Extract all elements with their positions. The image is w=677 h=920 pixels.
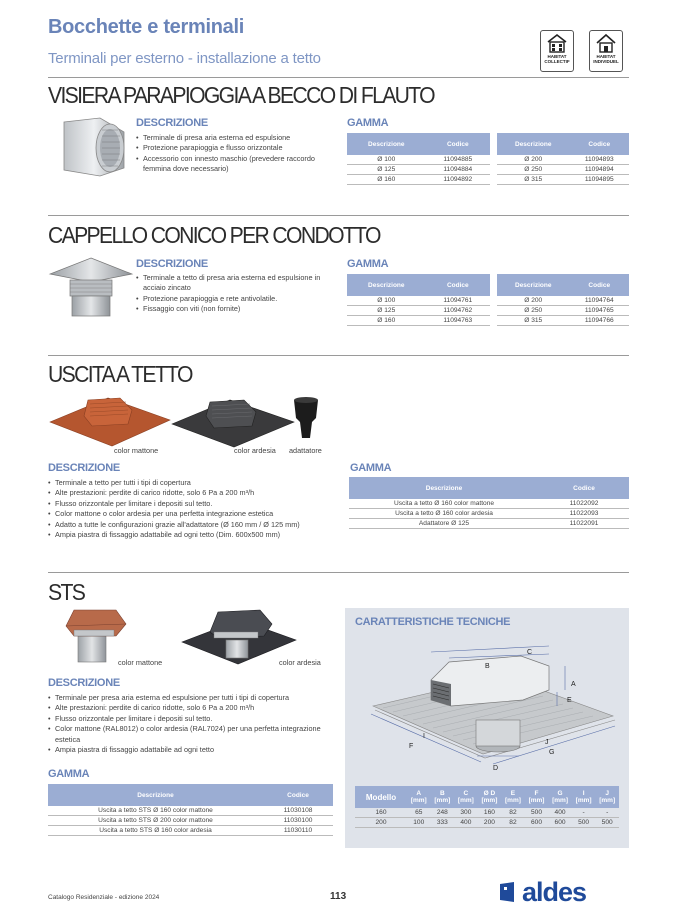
- table-cell: 160: [355, 808, 407, 818]
- diagram-letter: G: [549, 749, 555, 756]
- description-item: • Alte prestazioni: perdite di carico ridotte, solo 6 Pa a 200 m³/h: [48, 703, 333, 713]
- divider: [48, 572, 629, 573]
- table-cell: 11030110: [263, 826, 333, 836]
- description-list: [136, 133, 328, 175]
- description-item: • Alte prestazioni: perdite di carico ridotte, solo 6 Pa a 200 m³/h: [48, 488, 338, 498]
- diagram-letter: J: [545, 739, 549, 746]
- table-header: [548, 786, 572, 808]
- header-unit: [mm]: [481, 797, 498, 804]
- table-cell: Ø 250: [497, 165, 570, 175]
- description-item: • Flusso orizzontale per limitare i depositi sul tetto.: [48, 499, 338, 509]
- sts-dimension-diagram: [353, 636, 623, 786]
- description-list: [48, 478, 338, 540]
- diagram-letter: C: [527, 649, 533, 656]
- diagram-letter: F: [409, 743, 414, 750]
- description-item: • Terminale a tetto di presa aria esterna ed espulsione in acciaio zincato: [136, 273, 328, 294]
- table-header: Codice: [426, 274, 490, 296]
- table-header: Descrizione: [497, 274, 570, 296]
- table-header: Descrizione: [349, 477, 539, 499]
- table-cell: Uscita a tetto STS Ø 160 color ardesia: [48, 826, 263, 836]
- icon-label: HABITAT: [596, 54, 616, 59]
- header-unit: [mm]: [552, 797, 568, 804]
- table-row: [497, 306, 629, 316]
- diagram-letter: E: [567, 697, 572, 704]
- table-cell: Ø 250: [497, 306, 570, 316]
- table-header: Codice: [263, 784, 333, 806]
- table-header: Descrizione: [497, 133, 570, 155]
- gamma-table: [349, 477, 629, 529]
- diagram-letter: B: [485, 663, 490, 670]
- table-cell: 11094894: [570, 165, 629, 175]
- icon-label: COLLECTIF: [544, 59, 570, 64]
- table-cell: 200: [478, 818, 502, 828]
- table-header: [407, 786, 431, 808]
- table-row: [48, 816, 333, 826]
- table-cell: 333: [431, 818, 455, 828]
- table-row: [48, 806, 333, 816]
- aldes-logo-text: aldes: [522, 876, 587, 907]
- caption: color mattone: [114, 446, 159, 455]
- table-cell: 500: [525, 808, 549, 818]
- header-unit: [mm]: [410, 797, 427, 804]
- descrizione-label: DESCRIZIONE: [136, 117, 208, 129]
- table-row: [347, 296, 490, 306]
- table-header: [454, 786, 478, 808]
- diagram-letter: D: [493, 765, 499, 772]
- table-cell: Uscita a tetto Ø 160 color ardesia: [349, 509, 539, 519]
- section-title-uscita: USCITA A TETTO: [48, 361, 192, 387]
- description-item: • Protezione parapioggia e rete antivolatile.: [136, 294, 328, 304]
- table-cell: 11030100: [263, 816, 333, 826]
- description-item: • Terminale a tetto per tutti i tipi di copertura: [48, 478, 338, 488]
- table-cell: Uscita a tetto Ø 160 color mattone: [349, 499, 539, 509]
- header-letter: G: [557, 790, 563, 797]
- table-header: Descrizione: [347, 274, 426, 296]
- header-unit: [mm]: [599, 797, 616, 804]
- header-letter: A: [416, 790, 422, 797]
- table-row: [347, 306, 490, 316]
- table-header: Modello: [355, 786, 407, 808]
- table-cell: 160: [478, 808, 502, 818]
- divider: [48, 215, 629, 216]
- gamma-label: GAMMA: [350, 462, 392, 474]
- description-item: • Terminale per presa aria esterna ed espulsione per tutti i tipi di copertura: [48, 693, 333, 703]
- divider: [48, 77, 629, 78]
- table-header: [478, 786, 502, 808]
- description-item: • Adatto a tutte le configurazioni grazie all'adattatore (Ø 160 mm / Ø 125 mm): [48, 520, 338, 530]
- table-row: [497, 165, 629, 175]
- aldes-logo: [500, 878, 586, 906]
- table-header: [595, 786, 619, 808]
- table-header: [501, 786, 525, 808]
- table-header: [572, 786, 596, 808]
- gamma-table-left: [347, 133, 490, 185]
- table-cell: 11094763: [426, 316, 490, 326]
- table-cell: 100: [407, 818, 431, 828]
- section-title-sts: STS: [48, 579, 85, 605]
- page-number: 113: [330, 891, 347, 902]
- table-cell: 400: [548, 808, 572, 818]
- table-cell: Ø 200: [497, 155, 570, 165]
- description-item: • Flusso orizzontale per limitare i depositi sul tetto.: [48, 714, 333, 724]
- house-collective-icon: [540, 30, 574, 72]
- gamma-table-right: [497, 274, 629, 326]
- table-cell: 600: [525, 818, 549, 828]
- icon-label: INDIVIDUEL: [593, 59, 619, 64]
- table-cell: 11022093: [539, 509, 629, 519]
- table-header: Descrizione: [48, 784, 263, 806]
- icon-label: HABITAT: [547, 54, 567, 59]
- table-header: Codice: [570, 274, 629, 296]
- description-item: • Color mattone o color ardesia per una perfetta integrazione estetica: [48, 509, 338, 519]
- gamma-label: GAMMA: [347, 117, 389, 129]
- diagram-letter: I: [423, 733, 425, 740]
- table-row: [355, 818, 619, 828]
- table-cell: Adattatore Ø 125: [349, 519, 539, 529]
- header-unit: [mm]: [575, 797, 592, 804]
- table-header: Codice: [426, 133, 490, 155]
- table-cell: 500: [572, 818, 596, 828]
- table-row: [497, 316, 629, 326]
- table-header: [431, 786, 455, 808]
- table-cell: 82: [501, 818, 525, 828]
- table-cell: Ø 200: [497, 296, 570, 306]
- header-letter: J: [605, 790, 609, 797]
- table-cell: 82: [501, 808, 525, 818]
- tech-label: CARATTERISTICHE TECNICHE: [355, 616, 511, 628]
- table-cell: 11094892: [426, 175, 490, 185]
- section-title-cappello: CAPPELLO CONICO PER CONDOTTO: [48, 222, 380, 248]
- table-cell: 248: [431, 808, 455, 818]
- table-cell: 11022092: [539, 499, 629, 509]
- table-cell: 11094765: [570, 306, 629, 316]
- section-title-visiera: VISIERA PARAPIOGGIA A BECCO DI FLAUTO: [48, 82, 434, 108]
- description-item: • Ampia piastra di fissaggio adattabile ad ogni tetto: [48, 745, 333, 755]
- product-image-cappello: [48, 256, 134, 318]
- table-row: [347, 175, 490, 185]
- table-row: [355, 808, 619, 818]
- table-row: [349, 509, 629, 519]
- description-list: [136, 273, 328, 315]
- table-cell: 11094762: [426, 306, 490, 316]
- header-unit: [mm]: [434, 797, 451, 804]
- table-cell: Uscita a tetto STS Ø 160 color mattone: [48, 806, 263, 816]
- caption: color ardesia: [234, 446, 276, 455]
- table-cell: Ø 100: [347, 296, 426, 306]
- page-subtitle: Terminali per esterno - installazione a tetto: [48, 50, 321, 67]
- gamma-label: GAMMA: [48, 768, 90, 780]
- table-cell: 65: [407, 808, 431, 818]
- table-header: Codice: [570, 133, 629, 155]
- table-cell: -: [572, 808, 596, 818]
- table-cell: Uscita a tetto STS Ø 200 color mattone: [48, 816, 263, 826]
- table-row: [349, 519, 629, 529]
- table-header: Descrizione: [347, 133, 426, 155]
- table-cell: Ø 160: [347, 175, 426, 185]
- table-cell: 300: [454, 808, 478, 818]
- aldes-logo-icon: [500, 882, 518, 902]
- table-cell: 11094893: [570, 155, 629, 165]
- caption: adattatore: [289, 446, 322, 455]
- page-title: Bocchette e terminali: [48, 16, 244, 38]
- header-letter: I: [582, 790, 585, 797]
- table-cell: 11094761: [426, 296, 490, 306]
- diagram-letter: A: [571, 681, 576, 688]
- table-row: [347, 165, 490, 175]
- tech-panel: [345, 608, 629, 848]
- header-letter: F: [534, 790, 539, 797]
- table-cell: 11022091: [539, 519, 629, 529]
- table-row: [347, 316, 490, 326]
- table-row: [347, 155, 490, 165]
- gamma-table-right: [497, 133, 629, 185]
- header-unit: [mm]: [457, 797, 474, 804]
- tech-table: [355, 786, 619, 828]
- table-cell: 11094884: [426, 165, 490, 175]
- caption: color mattone: [118, 658, 163, 667]
- table-cell: 11094766: [570, 316, 629, 326]
- descrizione-label: DESCRIZIONE: [136, 258, 208, 270]
- description-item: • Ampia piastra di fissaggio adattabile ad ogni tetto (Dim. 600x500 mm): [48, 530, 338, 540]
- header-letter: B: [439, 790, 445, 797]
- divider: [48, 355, 629, 356]
- table-cell: 11094885: [426, 155, 490, 165]
- table-cell: Ø 100: [347, 155, 426, 165]
- product-images-uscita: [48, 392, 338, 448]
- table-cell: Ø 125: [347, 165, 426, 175]
- table-row: [48, 826, 333, 836]
- table-cell: 11030108: [263, 806, 333, 816]
- header-letter: Ø D: [483, 790, 496, 797]
- table-cell: -: [595, 808, 619, 818]
- table-cell: 200: [355, 818, 407, 828]
- header-unit: [mm]: [528, 797, 545, 804]
- header-letter: C: [463, 790, 469, 797]
- descrizione-label: DESCRIZIONE: [48, 677, 120, 689]
- table-cell: Ø 315: [497, 316, 570, 326]
- table-row: [349, 499, 629, 509]
- description-item: • Fissaggio con viti (non fornite): [136, 304, 328, 314]
- table-cell: Ø 315: [497, 175, 570, 185]
- table-header: Codice: [539, 477, 629, 499]
- gamma-table: [48, 784, 333, 836]
- description-list: [48, 693, 333, 755]
- table-cell: 11094895: [570, 175, 629, 185]
- table-cell: 400: [454, 818, 478, 828]
- table-cell: 600: [548, 818, 572, 828]
- description-item: • Terminale di presa aria esterna ed espulsione: [136, 133, 328, 143]
- description-item: • Protezione parapioggia e flusso orizzontale: [136, 143, 328, 153]
- table-cell: Ø 125: [347, 306, 426, 316]
- footer-catalog: Catalogo Residenziale - edizione 2024: [48, 894, 160, 901]
- table-cell: 11094764: [570, 296, 629, 306]
- table-row: [497, 155, 629, 165]
- table-row: [497, 175, 629, 185]
- descrizione-label: DESCRIZIONE: [48, 462, 120, 474]
- gamma-label: GAMMA: [347, 258, 389, 270]
- header-unit: [mm]: [505, 797, 521, 804]
- table-cell: Ø 160: [347, 316, 426, 326]
- header-letter: E: [510, 790, 516, 797]
- caption: color ardesia: [279, 658, 321, 667]
- table-cell: 500: [595, 818, 619, 828]
- product-image-visiera: [50, 112, 130, 180]
- table-header: [525, 786, 549, 808]
- house-individual-icon: [589, 30, 623, 72]
- description-item: • Accessorio con innesto maschio (prevedere raccordo femmina dove necessario): [136, 154, 328, 175]
- table-row: [497, 296, 629, 306]
- description-item: • Color mattone (RAL8012) o color ardesia (RAL7024) per una perfetta integrazione estetica: [48, 724, 333, 745]
- gamma-table-left: [347, 274, 490, 326]
